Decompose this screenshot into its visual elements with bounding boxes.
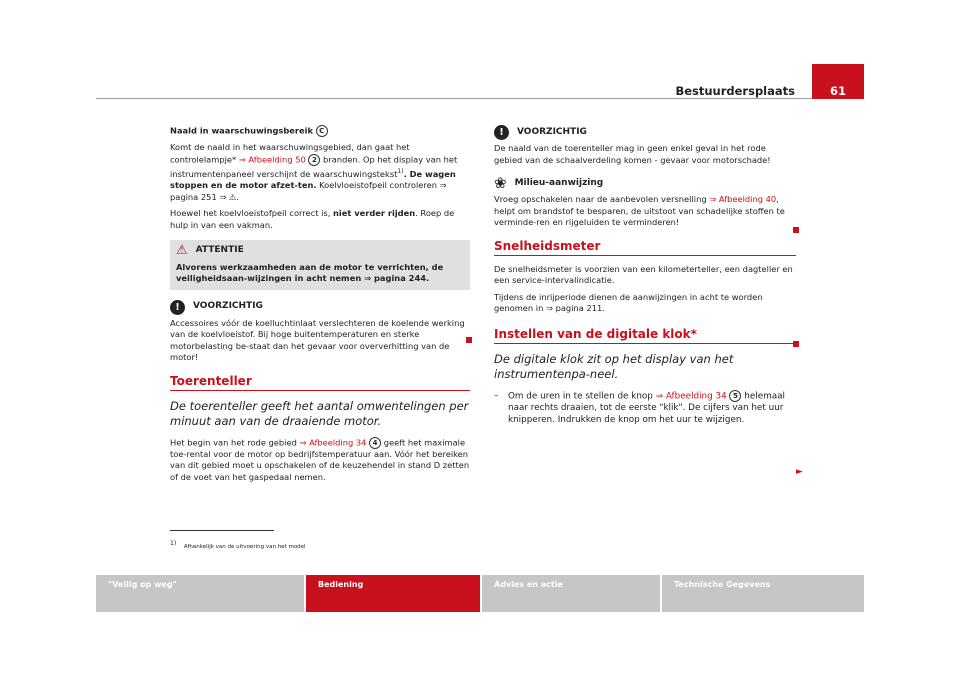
- coolant-paragraph: [170, 208, 470, 231]
- tachometer-paragraph: [170, 437, 470, 484]
- section-end-marker: [793, 341, 799, 347]
- environment-title: Milieu-aanwijzing: [514, 177, 604, 188]
- attention-box: [170, 240, 470, 290]
- speedometer-paragraph-1: De snelheidsmeter is voorzien van een kilometerteller, een dagteller en een service-intervalindicatie.: [494, 263, 793, 286]
- text-span: Vroeg opschakelen naar de aanbevolen versnelling: [494, 194, 710, 205]
- left-heading-line: [170, 125, 470, 137]
- attention-text: Alvorens werkzaamheden aan de motor te verrichten, de veiligheidsaan-wijzingen in acht nemen ⇒ pagina 244.: [176, 261, 444, 284]
- text-span: Hoewel het koelvloeistofpeil correct is,: [170, 208, 333, 219]
- section-end-marker: [793, 227, 799, 233]
- flower-icon: ❀: [494, 174, 507, 193]
- section-title-speedometer: Snelheidsmeter: [494, 241, 796, 256]
- text-span: Komt de naald in het waarschuwingsgebied, dan gaat het controlelampje*: [170, 142, 410, 165]
- text-span: Koelvloeistofpeil controleren ⇒ pagina 251 ⇒: [170, 180, 447, 202]
- footnote-ref: 1): [397, 167, 404, 175]
- nav-tab-advice[interactable]: Advies en actie: [482, 575, 660, 612]
- list-item: [494, 390, 796, 427]
- figure-link[interactable]: ⇒ Afbeelding 34: [299, 437, 367, 448]
- caution-text: Accessoires vóór de koelluchtinlaat verslechteren de koelende werking van de koelvloeistof. Bij hoge buitentemperaturen en sterke motorbelasting be-staat dan het gevaar voor oververhitting van de motor!: [170, 317, 465, 363]
- footnote-rule: [170, 530, 274, 531]
- environment-header: [494, 176, 796, 191]
- figure-link[interactable]: ⇒ Afbeelding 50: [238, 154, 306, 165]
- exclamation-icon: !: [494, 125, 509, 140]
- warning-triangle-icon: ⚠: [176, 242, 188, 258]
- section-end-marker: [466, 337, 472, 343]
- text-span: Om de uren in te stellen de knop: [508, 391, 656, 402]
- section-subtitle: De toerenteller geeft het aantal omwentelingen per minuut aan van de draaiende motor.: [170, 398, 469, 428]
- callout-marker: 2: [308, 154, 320, 166]
- callout-marker: C: [316, 125, 328, 137]
- text-span: Het begin van het rode gebied: [170, 437, 300, 448]
- text-span: geeft het maximale toe-rental voor de motor op bedrijfstemperatuur aan. Vóór het bereiken van dit gebied moet u opschakelen of de keuzehendel in stand D zetten of de voet van het gaspedaal nemen.: [170, 437, 470, 482]
- caution-title: VOORZICHTIG: [193, 301, 263, 312]
- exclamation-icon: !: [170, 300, 185, 315]
- environment-text: [494, 194, 796, 229]
- attention-title: ATTENTIE: [195, 244, 244, 255]
- bold-text: niet verder rijden: [332, 208, 416, 219]
- page-number: 61: [829, 84, 846, 98]
- text-span: branden. Op het display van het instrumentenpaneel verschijnt de waarschuwingstekst: [170, 154, 458, 179]
- warning-triangle-icon: ⚠: [228, 191, 237, 202]
- warning-range-heading: Naald in waarschuwingsbereik: [170, 125, 314, 136]
- section-title-clock: Instellen van de digitale klok*: [494, 329, 796, 344]
- caution-text: De naald van de toerenteller mag in geen enkel geval in het rode gebied van de schaalverdeling komen - gevaar voor motorschade!: [494, 143, 771, 165]
- clock-steps: [494, 390, 796, 427]
- nav-tab-technical[interactable]: Technische Gegevens: [662, 575, 864, 612]
- caution-title: VOORZICHTIG: [517, 126, 587, 137]
- clock-subtitle: De digitale klok zit op het display van het instrumentenpa-neel.: [494, 351, 734, 381]
- footnote-text: Afhankelijk van de uitvoering van het model: [183, 543, 306, 550]
- continue-arrow-icon: ►: [796, 467, 803, 477]
- footnote-mark: 1): [170, 540, 177, 547]
- left-column: [170, 125, 470, 489]
- nav-tab-safety[interactable]: "Veilig op weg": [96, 575, 304, 612]
- header-rule: [96, 98, 864, 99]
- callout-marker: 4: [369, 437, 381, 449]
- text-span: , helpt om brandstof te besparen, de uitstoot van schadelijke stoffen te verminde-ren en rijgeluiden te verminderen!: [494, 194, 785, 228]
- caution-header: [494, 125, 796, 140]
- bold-text: . De wagen stoppen en de motor afzet-ten.: [170, 168, 456, 191]
- speedometer-paragraph-2: Tijdens de inrijperiode dienen de aanwijzingen in acht te worden genomen in ⇒ pagina 211.: [494, 291, 763, 314]
- figure-link[interactable]: ⇒ Afbeelding 40: [709, 194, 777, 205]
- footnote: [170, 540, 306, 550]
- text-span: . Roep de hulp in van een vakman.: [170, 208, 455, 230]
- page-header-title: Bestuurdersplaats: [675, 84, 795, 98]
- callout-marker: 5: [729, 390, 741, 402]
- warning-paragraph: Komt de naald in het waarschuwingsgebied, dan gaat het controlelampje* ⇒ Afbeelding 50 2 branden. Op het display van het instrumentenpaneel verschijnt de waarschuwingstekst$^{1)}$. De wagen stoppen en de motor afzet-ten. Koelvloeistofpeil controleren ⇒ pagina 251 ⇒ ⚠.: [170, 142, 458, 202]
- text-span: helemaal naar rechts draaien, tot de eerste "klik". De cijfers van het uur knipperen. Indrukken de knop om het uur te wijzigen.: [508, 391, 785, 426]
- attention-header: [176, 242, 464, 258]
- right-column: [494, 125, 796, 426]
- nav-tab-operation[interactable]: Bediening: [306, 575, 480, 612]
- section-title-tachometer: Toerenteller: [170, 376, 470, 391]
- figure-link[interactable]: ⇒ Afbeelding 34: [655, 391, 727, 402]
- caution-header: [170, 300, 470, 315]
